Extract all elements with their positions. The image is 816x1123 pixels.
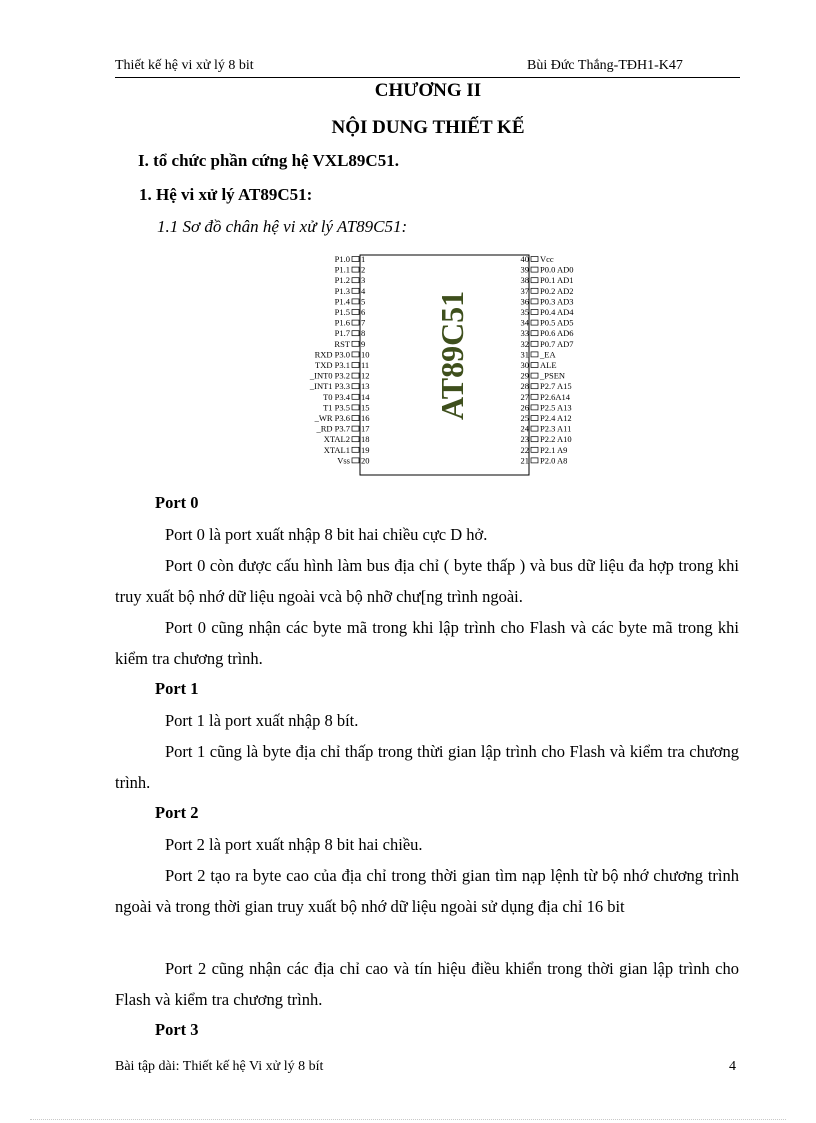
pin-5 <box>335 296 366 306</box>
pin-9 <box>334 339 365 349</box>
pin-name: P0.3 AD3 <box>540 296 574 307</box>
pin-37 <box>521 286 574 296</box>
pin-box <box>352 384 359 389</box>
pin-name: P0.1 AD1 <box>540 275 574 286</box>
pin-3 <box>335 275 366 285</box>
pin-name: P2.6A14 <box>540 391 570 402</box>
pin-number: 37 <box>520 285 529 296</box>
pin-12 <box>309 371 370 381</box>
pin-number: 15 <box>361 402 370 413</box>
port0-paragraph-1 <box>115 519 739 550</box>
pin-box <box>352 320 359 325</box>
pin-16 <box>314 413 370 423</box>
pin-40 <box>521 254 554 264</box>
pin-number: 18 <box>361 434 370 445</box>
pin-number: 27 <box>520 391 529 402</box>
pin-box <box>352 267 359 272</box>
pin-number: 11 <box>361 360 370 370</box>
pin-name: _EA <box>540 349 556 360</box>
pin-13 <box>309 381 370 391</box>
pin-number: 5 <box>361 296 366 307</box>
pin-name: _WR P3.6 <box>314 413 350 423</box>
header-rule <box>115 77 740 78</box>
pin-name: P0.5 AD5 <box>540 317 574 328</box>
left-pin-group <box>309 254 370 465</box>
pin-number: 25 <box>520 413 529 423</box>
pin-28 <box>521 381 572 391</box>
pin-number: 16 <box>361 413 370 423</box>
pin-box <box>352 416 359 421</box>
pin-name: RXD P3.0 <box>314 349 350 360</box>
pin-box <box>352 310 359 315</box>
pin-box <box>531 352 538 357</box>
pin-name: P2.0 A8 <box>540 455 568 466</box>
pin-number: 38 <box>520 275 529 286</box>
pin-10 <box>315 349 370 359</box>
pin-38 <box>521 275 574 285</box>
port0-text-2: Port 0 còn được cấu hình làm bus địa chỉ ( byte thấp ) và bus dữ liệu đa hợp trong khi truy xuất bộ nhớ dữ liệu ngoài vcà bộ nhỡ chư[ng trình ngoài. <box>115 556 739 606</box>
pin-number: 22 <box>520 444 529 455</box>
port2-paragraph-2 <box>115 860 739 922</box>
pin-box <box>531 320 538 325</box>
pin-number: 13 <box>361 381 370 392</box>
pin-name: _INT0 P3.2 <box>309 370 350 381</box>
pin-26 <box>521 402 572 412</box>
pin-name: XTAL1 <box>323 444 350 455</box>
right-pin-group <box>521 254 575 465</box>
pin-box <box>531 310 538 315</box>
pin-number: 17 <box>361 423 370 434</box>
header-right: Bùi Đức Thắng-TĐH1-K47 <box>527 58 683 73</box>
port0-heading: Port 0 <box>155 493 199 512</box>
page-number: 4 <box>729 1059 736 1074</box>
pin-14 <box>323 392 370 402</box>
pin-box <box>531 288 538 293</box>
port0-paragraph-2 <box>115 550 739 612</box>
pin-name: P2.1 A9 <box>540 444 568 455</box>
port2-paragraph-3 <box>115 953 739 1015</box>
pin-1 <box>335 254 366 264</box>
pin-name: Vcc <box>540 254 554 264</box>
pin-box <box>531 394 538 399</box>
port2-text-1: Port 2 là port xuất nhập 8 bit hai chiều. <box>165 835 423 854</box>
pin-number: 23 <box>520 434 529 445</box>
pin-8 <box>335 328 366 338</box>
pin-30 <box>521 360 557 370</box>
pin-number: 14 <box>361 391 370 402</box>
pin-box <box>352 352 359 357</box>
pin-11 <box>315 360 369 370</box>
pin-36 <box>521 296 574 306</box>
port1-text-2: Port 1 cũng là byte địa chỉ thấp trong thừi gian lập trình cho Flash và kiểm tra chương trình. <box>115 742 739 792</box>
pin-name: XTAL2 <box>323 434 350 445</box>
pin-number: 12 <box>361 370 370 381</box>
pin-name: P1.6 <box>334 317 350 328</box>
pin-name: _PSEN <box>540 370 566 381</box>
pin-20 <box>337 455 369 465</box>
port3-heading: Port 3 <box>155 1020 199 1039</box>
header-left: Thiết kế hệ vi xử lý 8 bit <box>115 58 254 73</box>
pin-6 <box>335 307 366 317</box>
pin-number: 21 <box>520 455 529 466</box>
port1-paragraph-2 <box>115 736 739 798</box>
pin-35 <box>521 307 575 317</box>
port1-heading: Port 1 <box>155 679 199 698</box>
pin-number: 29 <box>520 370 529 381</box>
pin-name: P0.6 AD6 <box>540 328 574 339</box>
pin-number: 3 <box>361 275 366 286</box>
pin-name: P1.4 <box>334 296 350 307</box>
pin-name: P0.0 AD0 <box>540 264 574 275</box>
pin-number: 35 <box>520 307 529 317</box>
port1-paragraph-1 <box>115 705 739 736</box>
pin-25 <box>521 413 572 423</box>
pin-33 <box>521 328 574 338</box>
pin-19 <box>324 445 370 455</box>
pin-name: P2.3 A11 <box>540 423 572 434</box>
pin-box <box>531 458 538 463</box>
pin-name: P1.5 <box>334 307 350 317</box>
pin-7 <box>335 318 366 328</box>
pin-box <box>531 278 538 283</box>
pin-box <box>352 288 359 293</box>
pin-box <box>352 257 359 262</box>
pin-name: P0.4 AD4 <box>540 307 574 317</box>
pin-number: 24 <box>520 423 529 434</box>
pin-name: P1.3 <box>334 285 350 296</box>
port2-text-3: Port 2 cũng nhận các địa chỉ cao và tín hiệu điều khiển trong thời gian lập trình cho Flash và kiểm tra chương trình. <box>115 959 739 1009</box>
pin-number: 28 <box>520 381 529 392</box>
pin-box <box>531 257 538 262</box>
section-heading: I. tổ chức phần cứng hệ VXL89C51. <box>138 151 399 170</box>
pin-name: ALE <box>540 360 557 370</box>
pin-name: T1 P3.5 <box>323 402 350 413</box>
port2-text-2: Port 2 tạo ra byte cao của địa chỉ trong thời gian tìm nạp lệnh từ bộ nhớ chương trình ngoài và trong thời gian truy xuất bộ nhớ dữ liệu ngoài sử dụng địa chỉ 16 bit <box>115 866 739 916</box>
pinout-diagram <box>295 250 595 480</box>
chapter-heading: CHƯƠNG II <box>374 80 482 101</box>
pin-box <box>352 458 359 463</box>
pin-number: 36 <box>520 296 529 307</box>
pin-box <box>352 363 359 368</box>
pin-box <box>531 299 538 304</box>
pin-box <box>352 437 359 442</box>
pin-name: P1.2 <box>334 275 350 286</box>
pin-22 <box>521 445 568 455</box>
pin-name: P1.0 <box>334 254 350 264</box>
pin-number: 40 <box>520 254 529 264</box>
pin-24 <box>521 424 572 434</box>
pin-box <box>531 373 538 378</box>
pin-name: P0.7 AD7 <box>540 338 574 349</box>
pin-number: 20 <box>361 455 370 466</box>
subsection-heading: 1. Hệ vi xử lý AT89C51: <box>139 185 313 204</box>
pin-number: 34 <box>520 317 529 328</box>
footer-left: Bài tập dài: Thiết kế hệ Vi xử lý 8 bít <box>115 1059 324 1074</box>
pin-number: 30 <box>520 360 529 370</box>
pin-17 <box>315 424 369 434</box>
pin-box <box>531 426 538 431</box>
pin-number: 19 <box>361 444 370 455</box>
pin-name: _INT1 P3.3 <box>309 381 350 392</box>
pin-box <box>531 437 538 442</box>
port0-text-1: Port 0 là port xuất nhập 8 bit hai chiều cực D hở. <box>165 525 488 544</box>
pin-32 <box>521 339 574 349</box>
pin-number: 8 <box>361 328 366 339</box>
pin-box <box>352 373 359 378</box>
pin-number: 1 <box>361 254 366 264</box>
pin-23 <box>521 434 572 444</box>
pin-box <box>352 341 359 346</box>
pin-box <box>531 447 538 452</box>
pin-21 <box>521 455 568 465</box>
pin-box <box>531 341 538 346</box>
chip-label: AT89C51 <box>434 290 470 420</box>
pin-34 <box>521 318 574 328</box>
pin-box <box>352 278 359 283</box>
pin-name: P2.2 A10 <box>540 434 572 445</box>
pin-number: 2 <box>361 264 366 275</box>
pin-box <box>531 384 538 389</box>
pin-number: 9 <box>361 338 366 349</box>
pin-number: 10 <box>361 349 370 360</box>
pin-number: 39 <box>520 264 529 275</box>
pin-39 <box>521 265 574 275</box>
pin-4 <box>335 286 366 296</box>
pin-number: 31 <box>520 349 529 360</box>
pin-name: P0.2 AD2 <box>540 285 574 296</box>
pin-2 <box>335 265 366 275</box>
pin-31 <box>521 349 557 359</box>
pin-name: T0 P3.4 <box>323 391 350 402</box>
port0-paragraph-3 <box>115 612 739 674</box>
pin-box <box>352 394 359 399</box>
pin-box <box>531 405 538 410</box>
pin-name: TXD P3.1 <box>315 360 350 370</box>
pin-name: P2.7 A15 <box>540 381 572 392</box>
pin-number: 32 <box>520 338 529 349</box>
pin-number: 33 <box>520 328 529 339</box>
port2-paragraph-1 <box>115 829 739 860</box>
pin-name: P2.4 A12 <box>540 413 572 423</box>
pin-box <box>352 405 359 410</box>
pin-box <box>531 267 538 272</box>
pin-name: P1.1 <box>334 264 350 275</box>
pinout-caption: 1.1 Sơ đồ chân hệ vi xử lý AT89C51: <box>157 217 408 236</box>
pin-name: RST <box>334 338 350 349</box>
pin-box <box>531 363 538 368</box>
chapter-title: NỘI DUNG THIẾT KẾ <box>331 117 525 138</box>
pin-27 <box>521 392 571 402</box>
pin-name: P2.5 A13 <box>540 402 572 413</box>
pin-15 <box>323 402 369 412</box>
port1-text-1: Port 1 là port xuất nhập 8 bít. <box>165 711 359 730</box>
pin-box <box>531 416 538 421</box>
pin-18 <box>324 434 370 444</box>
pin-number: 6 <box>361 307 366 317</box>
page-bottom-border <box>30 1119 786 1120</box>
pin-name: P1.7 <box>334 328 350 339</box>
pin-box <box>352 299 359 304</box>
pin-29 <box>521 371 566 381</box>
pin-number: 7 <box>361 317 366 328</box>
pin-box <box>352 331 359 336</box>
pin-number: 4 <box>361 285 366 296</box>
pin-box <box>352 426 359 431</box>
pin-number: 26 <box>520 402 529 413</box>
port2-heading: Port 2 <box>155 803 199 822</box>
pin-box <box>352 447 359 452</box>
port0-text-3: Port 0 cũng nhận các byte mã trong khi lập trình cho Flash và các byte mã trong khi kiểm tra chương trình. <box>115 618 739 668</box>
pin-name: _RD P3.7 <box>316 423 350 434</box>
pin-box <box>531 331 538 336</box>
pin-name: Vss <box>337 455 350 466</box>
